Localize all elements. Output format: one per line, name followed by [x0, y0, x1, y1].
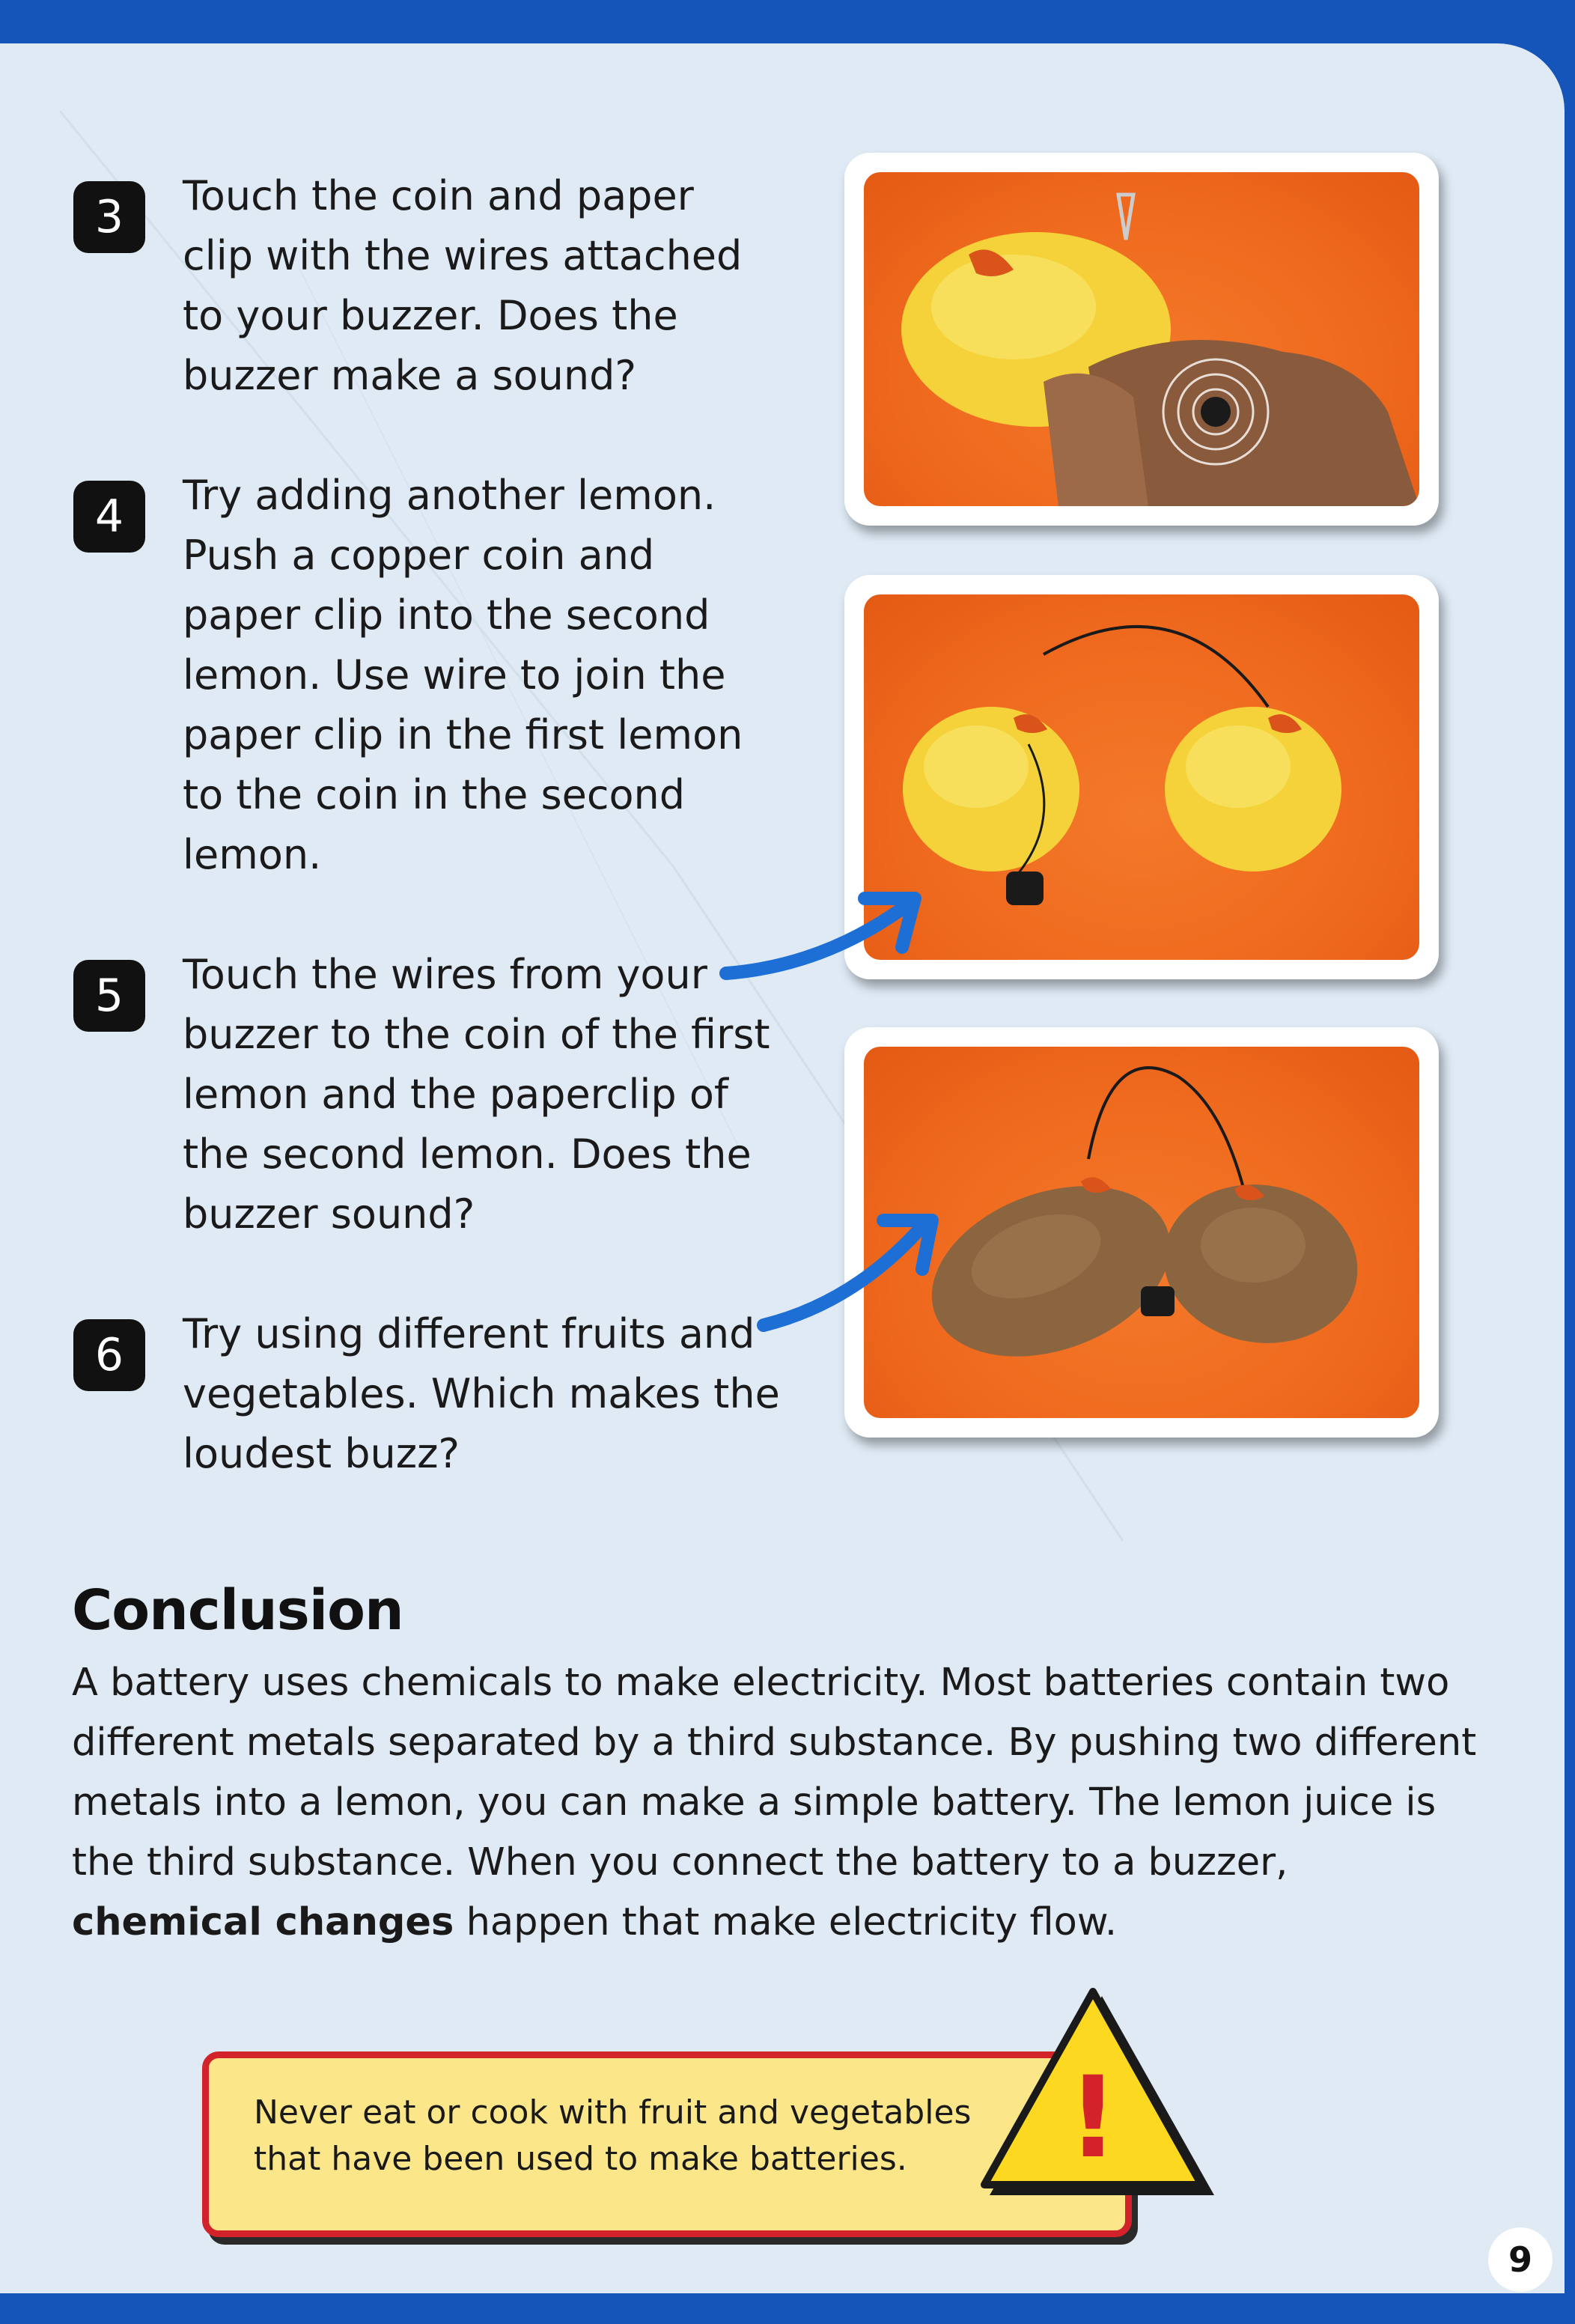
arrow-icon	[749, 1198, 973, 1348]
step-number-badge: 6	[73, 1319, 145, 1391]
step-text: Touch the wires from your buzzer to the coin of the first lemon and the paperclip of the second lemon. Does the buzzer sound?	[183, 951, 770, 1238]
step-text: Try using different fruits and vegetables. Which makes the loudest buzz?	[183, 1310, 780, 1477]
step-number-badge: 3	[73, 181, 145, 253]
two-lemons-battery-photo	[864, 594, 1419, 960]
lemon-with-buzzer-photo	[864, 172, 1419, 506]
warning-symbol: !	[1067, 2053, 1119, 2183]
step-text: Touch the coin and paper clip with the wires attached to your buzzer. Does the buzzer make a sound?	[183, 172, 743, 399]
step-4	[73, 466, 796, 885]
step-number-badge: 5	[73, 960, 145, 1032]
key-term: chemical changes	[72, 1900, 454, 1944]
conclusion-paragraph	[72, 1653, 1479, 1953]
step-6	[73, 1304, 796, 1484]
arrow-icon	[719, 876, 943, 1011]
conclusion-text: A battery uses chemicals to make electricity. Most batteries contain two different metals separated by a third substance. By pushing two different metals into a lemon, you can make a simple battery. The lemon juice is the third substance. When you connect the battery to a buzzer,	[72, 1661, 1477, 1885]
warning-triangle-icon	[973, 1984, 1220, 2201]
step-3	[73, 166, 796, 406]
conclusion-text-end: happen that make electricity flow.	[454, 1900, 1118, 1944]
photo-frame-1	[844, 153, 1439, 526]
step-text: Try adding another lemon. Push a copper coin and paper clip into the second lemon. Use wire to join the paper clip in the first lemon to the coin in the second lemon.	[183, 472, 743, 878]
conclusion-heading: Conclusion	[72, 1578, 403, 1643]
step-5	[73, 945, 796, 1244]
warning-text: Never eat or cook with fruit and vegetables that have been used to make batteries.	[254, 2093, 972, 2178]
step-number-badge: 4	[73, 481, 145, 553]
page-number: 9	[1488, 2227, 1553, 2292]
